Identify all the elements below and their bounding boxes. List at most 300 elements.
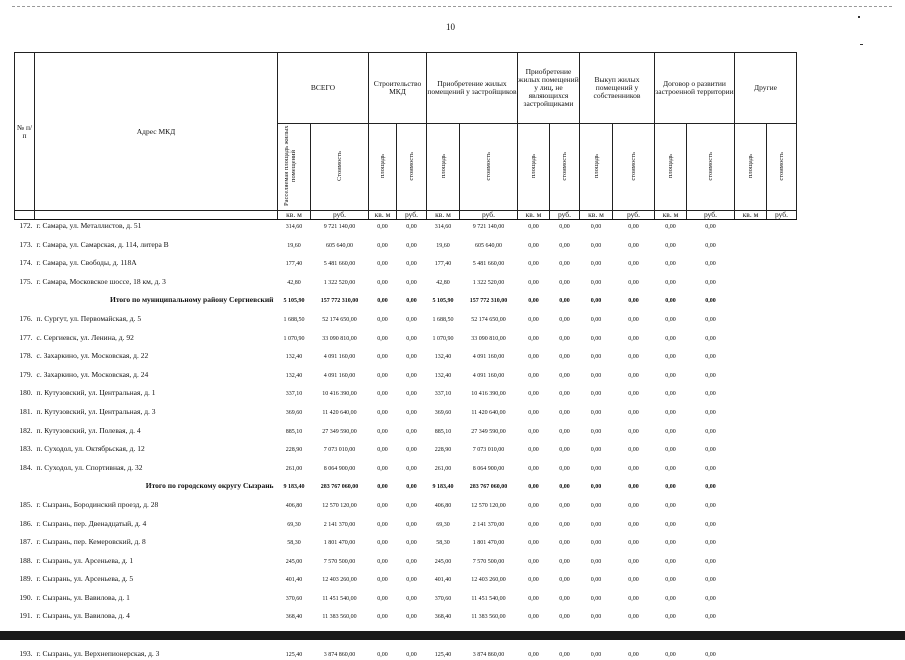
row-value: [767, 548, 797, 567]
header-group-construction: Строительство МКД: [369, 53, 427, 124]
row-value: 0,00: [406, 261, 417, 268]
row-value: 157 772 310,00: [469, 298, 508, 305]
row-value: 0,00: [665, 614, 676, 621]
row-value: 0,00: [705, 428, 716, 435]
header-num: № п/п: [15, 53, 35, 211]
row-value: 370,60: [285, 595, 303, 602]
row-value: 0,00: [528, 465, 539, 472]
row-value: 33 090 810,00: [322, 335, 357, 342]
row-value: 885,10: [285, 428, 303, 435]
row-value: [767, 344, 797, 363]
table-row: [15, 455, 797, 474]
row-value: 1 801 470,00: [472, 540, 505, 547]
row-value: [735, 548, 767, 567]
row-value: 11 451 540,00: [471, 595, 506, 602]
row-address: г. Сызрань, ул. Арсеньева, д. 1: [36, 555, 134, 565]
row-value: 0,00: [377, 391, 388, 398]
unit-label: кв. м: [518, 211, 550, 220]
row-value: 0,00: [377, 354, 388, 361]
header-group-non-developers: Приобретение жилых помещений у лиц, не являющихся застройщиками: [518, 53, 580, 124]
row-number: 189.: [19, 574, 33, 584]
row-value: 0,00: [528, 391, 539, 398]
row-value: 0,00: [705, 595, 716, 602]
row-address: с. Захаркино, ул. Московская, д. 24: [36, 369, 149, 379]
row-number: 190.: [19, 592, 33, 602]
row-value: 9 721 140,00: [472, 224, 505, 230]
row-value: 0,00: [590, 502, 602, 509]
row-address: п. Кутузовский, ул. Центральная, д. 1: [36, 388, 156, 398]
row-value: 369,60: [285, 409, 303, 416]
row-value: 0,00: [665, 261, 676, 268]
row-value: [767, 220, 797, 233]
row-value: 0,00: [665, 465, 676, 472]
row-address: г. Самара, ул. Свободы, д. 118А: [36, 258, 137, 268]
row-value: 0,00: [628, 372, 639, 379]
units-blank: [35, 211, 278, 220]
row-value: 132,40: [434, 354, 452, 361]
row-number: 173.: [19, 239, 33, 249]
row-value: 0,00: [590, 224, 602, 230]
row-value: 0,00: [705, 391, 716, 398]
row-value: 1 801 470,00: [323, 540, 356, 547]
row-value: 11 383 560,00: [471, 614, 506, 621]
row-value: [735, 362, 767, 381]
row-value: 12 403 260,00: [322, 577, 357, 584]
row-value: 0,00: [590, 409, 602, 416]
row-value: 0,00: [559, 279, 570, 286]
row-value: 0,00: [528, 428, 539, 435]
row-value: 0,00: [665, 242, 676, 249]
unit-label: кв. м: [735, 211, 767, 220]
row-value: 283 767 060,00: [469, 484, 508, 491]
row-value: 58,30: [436, 540, 450, 547]
table-row: [15, 567, 797, 586]
row-value: [735, 232, 767, 251]
row-value: [735, 418, 767, 437]
header-group-other: Другие: [735, 53, 797, 124]
row-value: 0,00: [665, 372, 676, 379]
subheader-area: площадь: [518, 124, 550, 211]
row-value: 0,00: [590, 651, 602, 658]
subtotal-label: Итого по городскому округу Сызрань: [145, 481, 274, 491]
table-row: [15, 511, 797, 530]
row-value: 1 070,90: [283, 335, 305, 342]
row-value: [735, 325, 767, 344]
row-value: [767, 604, 797, 623]
row-value: 58,30: [287, 540, 301, 547]
row-value: [735, 269, 767, 288]
row-value: 0,00: [559, 409, 570, 416]
row-value: 42,80: [287, 279, 301, 286]
row-value: 0,00: [528, 447, 539, 454]
row-value: [735, 641, 767, 660]
row-value: 0,00: [628, 558, 639, 565]
unit-label: руб.: [460, 211, 518, 220]
row-value: 401,40: [434, 577, 452, 584]
row-value: 0,00: [665, 447, 676, 454]
row-value: 337,10: [285, 391, 303, 398]
row-address: г. Сызрань, Бородинский проезд, д. 28: [36, 499, 159, 509]
row-value: [735, 220, 767, 233]
table-row: [15, 492, 797, 511]
row-value: 0,00: [377, 372, 388, 379]
row-value: 401,40: [285, 577, 303, 584]
row-value: 0,00: [528, 484, 539, 491]
row-value: 0,00: [628, 391, 639, 398]
row-value: 12 403 260,00: [471, 577, 506, 584]
row-value: 0,00: [377, 298, 388, 305]
row-number: 172.: [19, 221, 33, 230]
row-value: 12 570 120,00: [471, 502, 506, 509]
row-value: 370,60: [434, 595, 452, 602]
row-value: 0,00: [590, 484, 602, 491]
table-row: [15, 220, 797, 233]
row-address: с. Сергиевск, ул. Ленина, д. 92: [36, 332, 134, 342]
row-value: 1 322 520,00: [472, 279, 505, 286]
row-value: 0,00: [665, 428, 676, 435]
top-scan-line: [12, 6, 892, 8]
row-value: 0,00: [628, 335, 639, 342]
row-value: 0,00: [377, 335, 388, 342]
row-value: 0,00: [559, 558, 570, 565]
row-value: 0,00: [665, 316, 676, 323]
row-value: 0,00: [406, 316, 417, 323]
row-value: 0,00: [590, 540, 602, 547]
row-number: 175.: [19, 276, 33, 286]
subheader-area: площадь: [427, 124, 460, 211]
row-value: 0,00: [406, 558, 417, 565]
row-value: [767, 269, 797, 288]
unit-label: кв. м: [655, 211, 687, 220]
row-value: 7 570 500,00: [323, 558, 356, 565]
row-value: 0,00: [406, 484, 417, 491]
header-group-development-contract: Договор о развитии застроенной территории: [655, 53, 735, 124]
row-value: 228,90: [285, 447, 303, 454]
table-row: [15, 641, 797, 660]
row-value: 0,00: [559, 298, 570, 305]
page-number: 10: [446, 22, 455, 32]
row-value: 0,00: [705, 521, 716, 528]
row-value: 0,00: [590, 391, 602, 398]
row-value: 0,00: [590, 279, 602, 286]
row-value: 0,00: [406, 577, 417, 584]
row-value: 0,00: [628, 651, 639, 658]
row-number: 193.: [19, 648, 33, 658]
row-number: 183.: [19, 444, 33, 454]
row-value: 0,00: [528, 335, 539, 342]
row-value: 0,00: [406, 614, 417, 621]
row-value: 0,00: [590, 521, 602, 528]
row-value: 0,00: [590, 614, 602, 621]
row-value: 0,00: [559, 521, 570, 528]
row-value: 11 383 560,00: [322, 614, 357, 621]
row-value: [735, 604, 767, 623]
unit-label: кв. м: [278, 211, 311, 220]
unit-label: руб.: [311, 211, 369, 220]
row-value: [767, 437, 797, 456]
row-value: 5 105,90: [432, 298, 454, 305]
row-value: 10 416 390,00: [471, 391, 506, 398]
row-address: г. Самара, ул. Самарская, д. 114, литера В: [36, 239, 169, 249]
row-value: 0,00: [705, 409, 716, 416]
row-value: [735, 288, 767, 307]
row-value: 0,00: [590, 298, 602, 305]
row-value: 0,00: [590, 428, 602, 435]
row-value: 0,00: [406, 354, 417, 361]
subheader-area: Расселяемая площадь жилых помещений: [278, 124, 311, 211]
housing-relocation-table: [14, 52, 797, 660]
row-value: 0,00: [528, 651, 539, 658]
row-value: 0,00: [559, 242, 570, 249]
row-address: п. Кутузовский, ул. Полевая, д. 4: [36, 425, 141, 435]
row-number: 174.: [19, 258, 33, 268]
row-value: 0,00: [590, 316, 602, 323]
scan-speck: [860, 44, 863, 45]
subheader-cost: Стоимость: [311, 124, 369, 211]
row-value: 0,00: [377, 651, 388, 658]
row-value: 9 183,40: [283, 484, 305, 491]
row-value: 0,00: [406, 447, 417, 454]
row-value: 27 349 590,00: [322, 428, 357, 435]
row-number: 179.: [19, 369, 33, 379]
row-value: 8 064 900,00: [472, 465, 505, 472]
row-address: г. Сызрань, пер. Двенадцатый, д. 4: [36, 518, 147, 528]
row-value: 0,00: [377, 614, 388, 621]
row-value: 0,00: [705, 316, 716, 323]
row-value: 0,00: [406, 372, 417, 379]
row-value: 0,00: [665, 224, 676, 230]
row-address: п. Кутузовский, ул. Центральная, д. 3: [36, 406, 156, 416]
row-value: 0,00: [559, 484, 570, 491]
row-value: 261,00: [285, 465, 303, 472]
row-value: [767, 362, 797, 381]
row-value: 0,00: [628, 521, 639, 528]
row-value: 0,00: [628, 595, 639, 602]
row-value: 157 772 310,00: [320, 298, 359, 305]
table-row: [15, 269, 797, 288]
row-value: 0,00: [628, 447, 639, 454]
row-value: 1 688,50: [283, 316, 305, 323]
row-value: 0,00: [705, 484, 716, 491]
row-value: 0,00: [665, 354, 676, 361]
row-value: 0,00: [628, 428, 639, 435]
table-row: [15, 251, 797, 270]
row-value: 42,80: [436, 279, 450, 286]
row-value: 0,00: [528, 298, 539, 305]
subheader-cost: стоимость: [550, 124, 580, 211]
row-value: 52 174 650,00: [322, 316, 357, 323]
row-value: 7 073 010,00: [472, 447, 505, 454]
row-value: [735, 530, 767, 549]
row-value: 0,00: [590, 465, 602, 472]
row-value: [767, 399, 797, 418]
unit-label: руб.: [397, 211, 427, 220]
subtotal-label: Итого по муниципальному району Сергиевский: [109, 295, 274, 305]
row-value: 0,00: [628, 614, 639, 621]
row-value: [767, 325, 797, 344]
row-value: 0,00: [528, 372, 539, 379]
row-value: 0,00: [528, 558, 539, 565]
row-value: [735, 511, 767, 530]
row-number: 177.: [19, 332, 33, 342]
row-value: 0,00: [628, 577, 639, 584]
row-value: [767, 306, 797, 325]
row-value: [767, 288, 797, 307]
row-value: 4 091 160,00: [323, 372, 356, 379]
row-value: [735, 492, 767, 511]
row-value: 0,00: [590, 261, 602, 268]
row-value: 0,00: [628, 409, 639, 416]
row-number: 180.: [19, 388, 33, 398]
row-value: 0,00: [406, 521, 417, 528]
row-value: 0,00: [406, 335, 417, 342]
row-address: п. Суходол, ул. Спортивная, д. 32: [36, 462, 143, 472]
row-address: г. Сызрань, ул. Арсеньева, д. 5: [36, 574, 134, 584]
row-value: 0,00: [377, 447, 388, 454]
row-value: 0,00: [665, 540, 676, 547]
row-value: 10 416 390,00: [322, 391, 357, 398]
row-number: 191.: [19, 611, 33, 621]
row-value: 2 141 370,00: [323, 521, 356, 528]
row-value: [735, 567, 767, 586]
row-value: 0,00: [528, 354, 539, 361]
row-value: 337,10: [434, 391, 452, 398]
row-value: 1 070,90: [432, 335, 454, 342]
row-value: 0,00: [705, 651, 716, 658]
row-value: 0,00: [628, 484, 639, 491]
row-value: 0,00: [377, 521, 388, 528]
row-value: 0,00: [528, 521, 539, 528]
row-value: 0,00: [559, 316, 570, 323]
row-value: 0,00: [705, 261, 716, 268]
row-value: 0,00: [528, 279, 539, 286]
row-value: 0,00: [528, 502, 539, 509]
row-value: 7 570 500,00: [472, 558, 505, 565]
row-value: 0,00: [559, 577, 570, 584]
row-number: 185.: [19, 499, 33, 509]
row-value: [735, 474, 767, 493]
scan-bottom-edge: [0, 631, 905, 640]
row-number: 187.: [19, 537, 33, 547]
row-address: г. Самара, ул. Металлистов, д. 51: [36, 221, 142, 230]
row-value: 0,00: [628, 465, 639, 472]
row-value: 0,00: [705, 502, 716, 509]
row-value: 368,40: [434, 614, 452, 621]
row-value: 0,00: [377, 409, 388, 416]
row-value: [767, 474, 797, 493]
row-value: 11 420 640,00: [471, 409, 506, 416]
row-value: 0,00: [559, 465, 570, 472]
row-address: г. Сызрань, ул. Вавилова, д. 4: [36, 611, 130, 621]
row-value: 0,00: [665, 595, 676, 602]
row-value: 177,40: [434, 261, 452, 268]
row-value: 0,00: [377, 540, 388, 547]
row-address: г. Сызрань, ул. Вавилова, д. 1: [36, 592, 130, 602]
table-row: [15, 344, 797, 363]
unit-label: руб.: [550, 211, 580, 220]
row-value: 0,00: [590, 447, 602, 454]
row-value: 69,30: [436, 521, 450, 528]
row-value: 0,00: [559, 391, 570, 398]
row-value: 0,00: [406, 651, 417, 658]
row-value: 0,00: [705, 224, 716, 230]
row-value: 0,00: [590, 335, 602, 342]
row-value: [767, 381, 797, 400]
row-value: 2 141 370,00: [472, 521, 505, 528]
row-value: 314,60: [434, 224, 452, 230]
subheader-cost: стоимость: [687, 124, 735, 211]
row-value: 0,00: [559, 540, 570, 547]
subtotal-row: [15, 474, 797, 493]
row-value: 245,00: [434, 558, 452, 565]
row-value: 0,00: [590, 354, 602, 361]
row-value: 0,00: [406, 279, 417, 286]
row-value: 0,00: [559, 372, 570, 379]
units-row: [15, 211, 797, 220]
row-number: 188.: [19, 555, 33, 565]
row-value: 406,80: [285, 502, 303, 509]
row-value: 0,00: [665, 484, 676, 491]
row-value: 52 174 650,00: [471, 316, 506, 323]
row-value: [735, 251, 767, 270]
row-value: 0,00: [528, 316, 539, 323]
row-value: [767, 418, 797, 437]
row-value: 0,00: [377, 224, 388, 230]
row-value: 0,00: [377, 428, 388, 435]
unit-label: руб.: [767, 211, 797, 220]
row-value: 1 688,50: [432, 316, 454, 323]
row-address: п. Суходол, ул. Октябрьская, д. 12: [36, 444, 145, 454]
table-row: [15, 585, 797, 604]
row-value: 0,00: [406, 298, 417, 305]
row-value: 0,00: [528, 242, 539, 249]
row-number: 178.: [19, 351, 33, 361]
row-value: [767, 492, 797, 511]
row-value: 9 721 140,00: [323, 224, 356, 230]
row-value: 0,00: [528, 409, 539, 416]
row-value: 3 874 860,00: [323, 651, 356, 658]
row-value: 0,00: [406, 595, 417, 602]
row-value: 0,00: [559, 502, 570, 509]
row-value: 0,00: [559, 261, 570, 268]
row-value: 0,00: [406, 242, 417, 249]
row-value: 0,00: [705, 354, 716, 361]
row-value: 605 640,00: [475, 242, 502, 249]
subheader-area: площадь: [735, 124, 767, 211]
subheader-area: площадь: [369, 124, 397, 211]
row-value: 132,40: [285, 372, 303, 379]
row-value: 0,00: [406, 391, 417, 398]
table-row: [15, 418, 797, 437]
table-row: [15, 530, 797, 549]
row-value: 12 570 120,00: [322, 502, 357, 509]
table-row: [15, 399, 797, 418]
row-value: 0,00: [590, 595, 602, 602]
row-value: 0,00: [665, 335, 676, 342]
row-value: 0,00: [628, 316, 639, 323]
row-value: 11 420 640,00: [322, 409, 357, 416]
table-row: [15, 306, 797, 325]
row-value: 245,00: [285, 558, 303, 565]
row-value: 11 451 540,00: [322, 595, 357, 602]
row-value: 0,00: [705, 372, 716, 379]
row-value: 0,00: [528, 261, 539, 268]
row-value: 0,00: [665, 279, 676, 286]
unit-label: кв. м: [427, 211, 460, 220]
row-value: 0,00: [665, 391, 676, 398]
row-number: 184.: [19, 462, 33, 472]
row-value: 0,00: [705, 558, 716, 565]
